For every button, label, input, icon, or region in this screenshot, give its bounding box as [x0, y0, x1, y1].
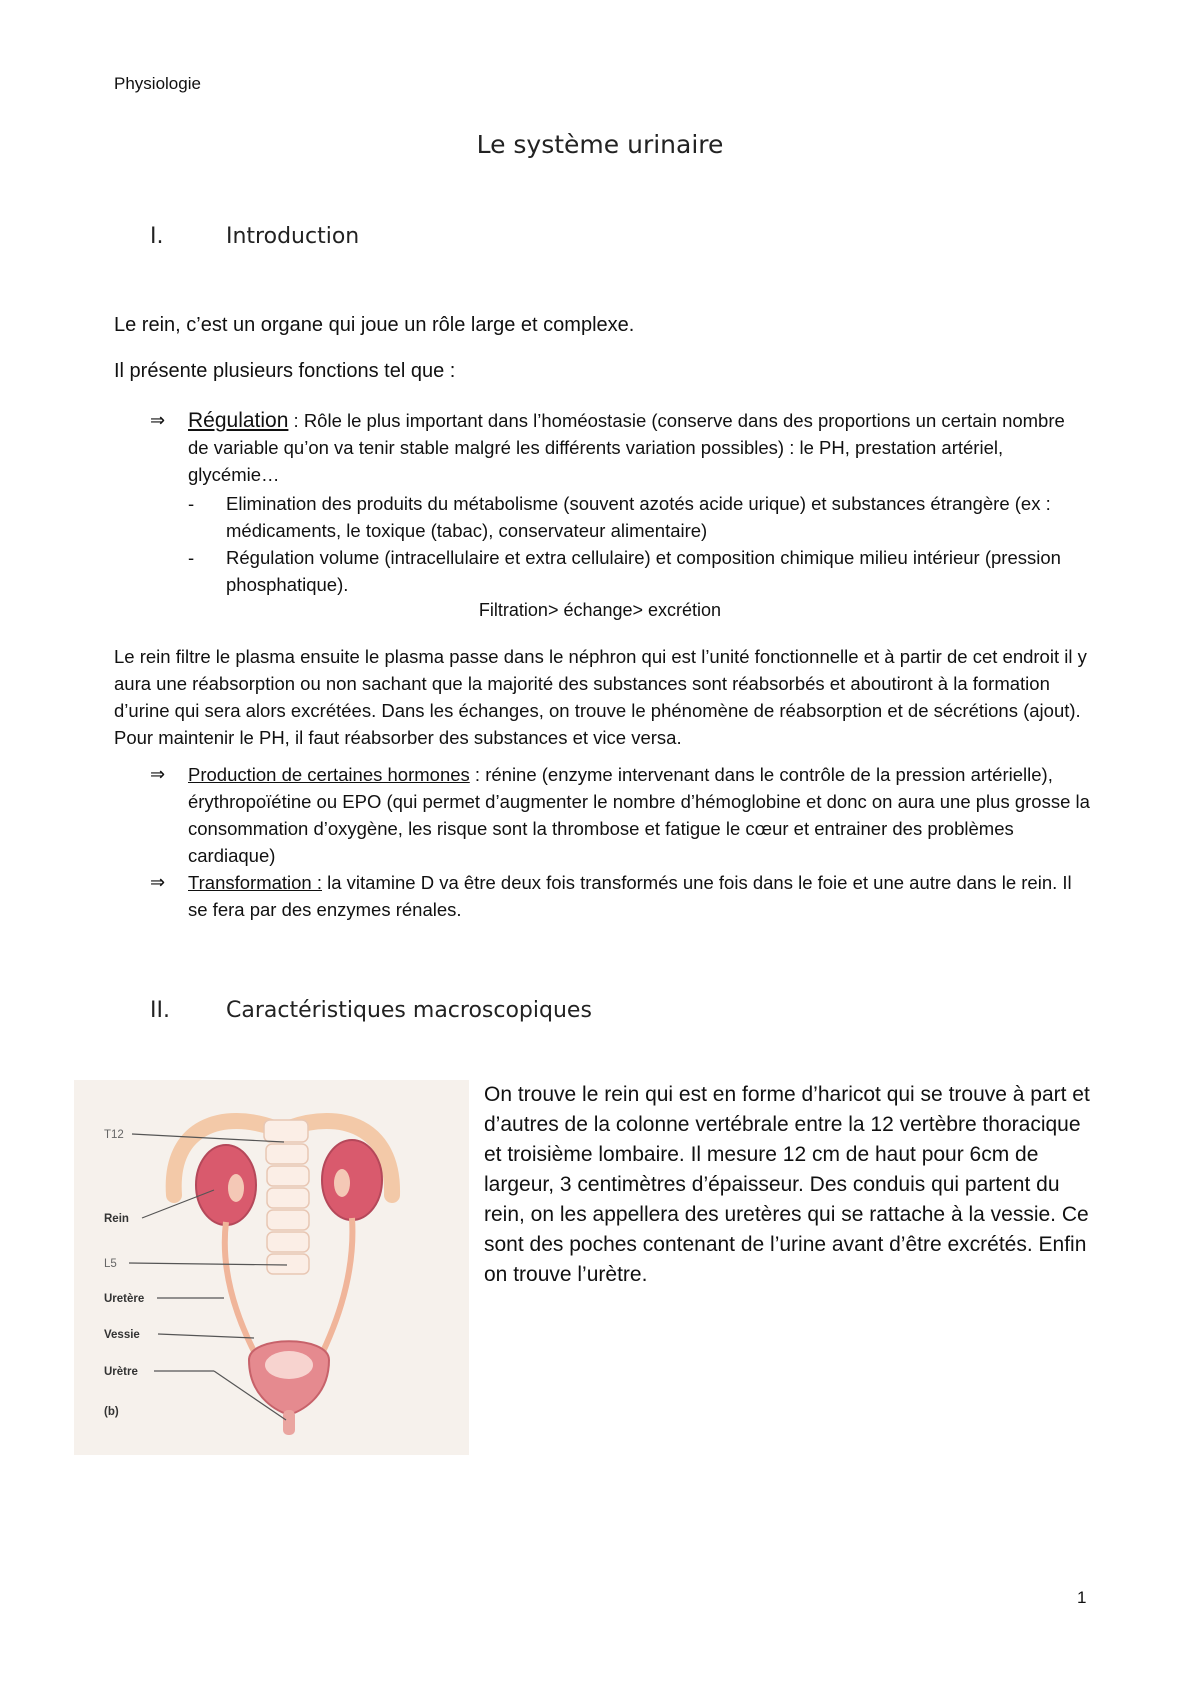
label-b: (b): [104, 1406, 119, 1418]
label-l5: L5: [104, 1258, 117, 1270]
regulation-text: : Rôle le plus important dans l’homéostasie (conserve dans des proportions un certain nombre de variable qu’on va tenir stable malgré les différents variation possibles) : le PH, prestation artériel, glycémie…: [188, 410, 1065, 485]
sub-item-text: Régulation volume (intracellulaire et extra cellulaire) et composition chimique milieu intérieur (pression phosphatique).: [226, 547, 1061, 595]
transformation-label: Transformation :: [188, 872, 322, 893]
intro-line-2: Il présente plusieurs fonctions tel que :: [114, 360, 456, 382]
production-label: Production de certaines hormones: [188, 764, 470, 785]
production-item: [150, 761, 1090, 869]
intro-line-1: Le rein, c’est un organe qui joue un rôle large et complexe.: [114, 314, 635, 336]
label-rein: Rein: [104, 1213, 129, 1225]
label-uretere: Uretère: [104, 1293, 145, 1305]
transformation-item: [150, 869, 1090, 923]
section-title: Caractéristiques macroscopiques: [226, 998, 592, 1023]
dash-bullet: -: [188, 493, 195, 514]
urinary-system-figure: [74, 1080, 469, 1455]
arrow-icon: ⇒: [150, 410, 166, 431]
arrow-icon: ⇒: [150, 764, 166, 785]
document-title: Le système urinaire: [476, 130, 724, 159]
regulation-sub-item: [188, 544, 1092, 598]
label-t12: T12: [104, 1129, 124, 1141]
transformation-text: la vitamine D va être deux fois transformés une fois dans le foie et une autre dans le rein. Il se fera par des enzymes rénales.: [188, 872, 1072, 920]
dash-bullet: -: [188, 547, 195, 568]
regulation-item: [150, 407, 1090, 488]
sub-item-text: Elimination des produits du métabolisme (souvent azotés acide urique) et substances étrangère (ex : médicaments, le toxique (tabac), conservateur alimentaire): [226, 493, 1051, 541]
section-number: I.: [150, 224, 164, 249]
paragraph-filtration: Le rein filtre le plasma ensuite le plasma passe dans le néphron qui est l’unité fonctionnelle et à partir de cet endroit il y aura une réabsorption ou non sachant que la majorité des substances sont réabsorbés et aboutiront à la formation d’urine qui sera alors excrétées. Dans les échanges, on trouve le phénomène de réabsorption et de sécrétions (ajout). Pour maintenir le PH, il faut réabsorber des substances et vice versa.: [114, 646, 1087, 748]
urinary-system-illustration: [74, 1080, 469, 1455]
process-chain: Filtration> échange> excrétion: [478, 600, 722, 620]
production-text: : rénine (enzyme intervenant dans le contrôle de la pression artérielle), érythropoïétine ou EPO (qui permet d’augmenter le nombre d’hémoglobine et donc on aura une plus grosse la consommation d’oxygène, les risque sont la thrombose et fatigue le cœur et entrainer des problèmes cardiaque): [188, 764, 1090, 866]
regulation-sub-item: [188, 490, 1092, 544]
label-vessie: Vessie: [104, 1329, 140, 1341]
arrow-icon: ⇒: [150, 872, 166, 893]
section-title: Introduction: [226, 224, 360, 249]
page-header: Physiologie: [114, 74, 201, 93]
page-number: 1: [1077, 1588, 1087, 1607]
label-uretre: Urètre: [104, 1366, 138, 1378]
macroscopic-description: On trouve le rein qui est en forme d’haricot qui se trouve à part et d’autres de la colonne vertébrale entre la 12 vertèbre thoracique et troisième lombaire. Il mesure 12 cm de haut pour 6cm de largeur, 3 centimètres d’épaisseur. Des conduis qui partent du rein, on les appellera des uretères qui se rattache à la vessie. Ce sont des poches contenant de l’urine avant d’être excrétés. Enfin on trouve l’urètre.: [484, 1083, 1090, 1286]
regulation-label: Régulation: [188, 409, 289, 432]
section-number: II.: [150, 998, 170, 1023]
